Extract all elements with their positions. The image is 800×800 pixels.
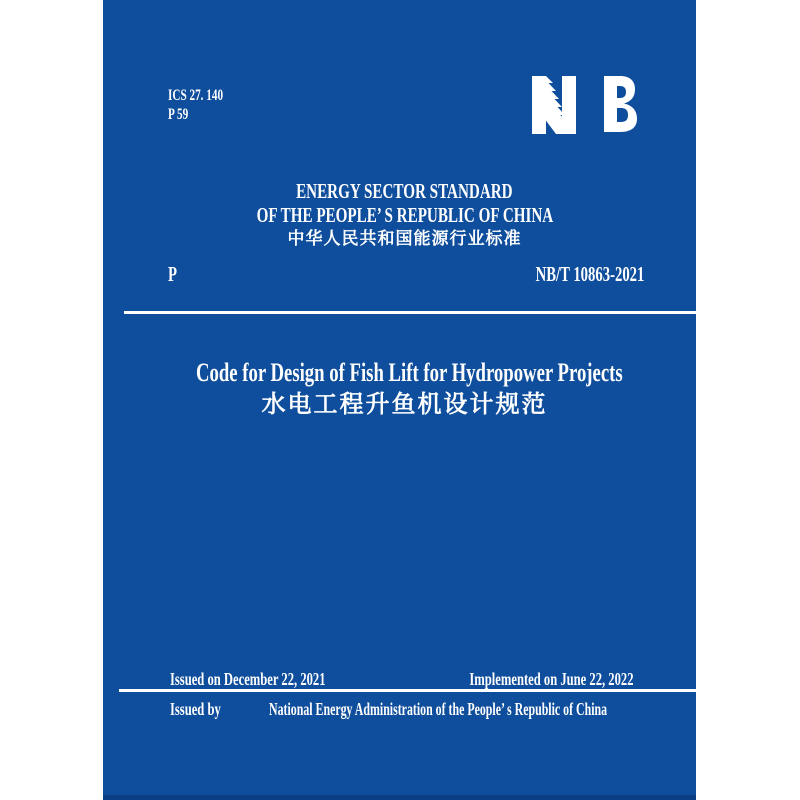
issued-on-date: Issued on December 22, 2021 bbox=[170, 669, 326, 689]
cover-bottom-edge bbox=[103, 795, 696, 800]
horizontal-rule-bottom bbox=[119, 689, 696, 692]
standard-name-en-line1: ENERGY SECTOR STANDARD bbox=[296, 179, 513, 203]
standard-name-en-line2: OF THE PEOPLE’ S REPUBLIC OF CHINA bbox=[256, 203, 553, 227]
footer-dates-row bbox=[170, 670, 634, 689]
horizontal-rule-top bbox=[124, 311, 696, 314]
ics-code: ICS 27. 140 bbox=[168, 87, 224, 104]
ics-block bbox=[168, 86, 247, 124]
issued-by-label: Issued by bbox=[170, 699, 221, 719]
standard-cover bbox=[103, 0, 696, 800]
title-block bbox=[103, 357, 696, 419]
standard-designation bbox=[103, 179, 696, 251]
document-number-row bbox=[168, 263, 644, 285]
title-cn: 水电工程升鱼机设计规范 bbox=[261, 392, 548, 418]
classification-code: P 59 bbox=[168, 106, 189, 123]
issued-by-value: National Energy Administration of the People’ s Republic of China bbox=[268, 699, 607, 719]
nb-logo-icon bbox=[531, 76, 641, 134]
doc-class-letter: P bbox=[168, 262, 177, 286]
standard-name-cn: 中华人民共和国能源行业标准 bbox=[287, 229, 522, 248]
title-en: Code for Design of Fish Lift for Hydropower Projects bbox=[195, 358, 623, 387]
doc-number: NB/T 10863-2021 bbox=[535, 262, 644, 286]
footer-issuer-row bbox=[170, 700, 781, 719]
implemented-on-date: Implemented on June 22, 2022 bbox=[469, 669, 634, 689]
